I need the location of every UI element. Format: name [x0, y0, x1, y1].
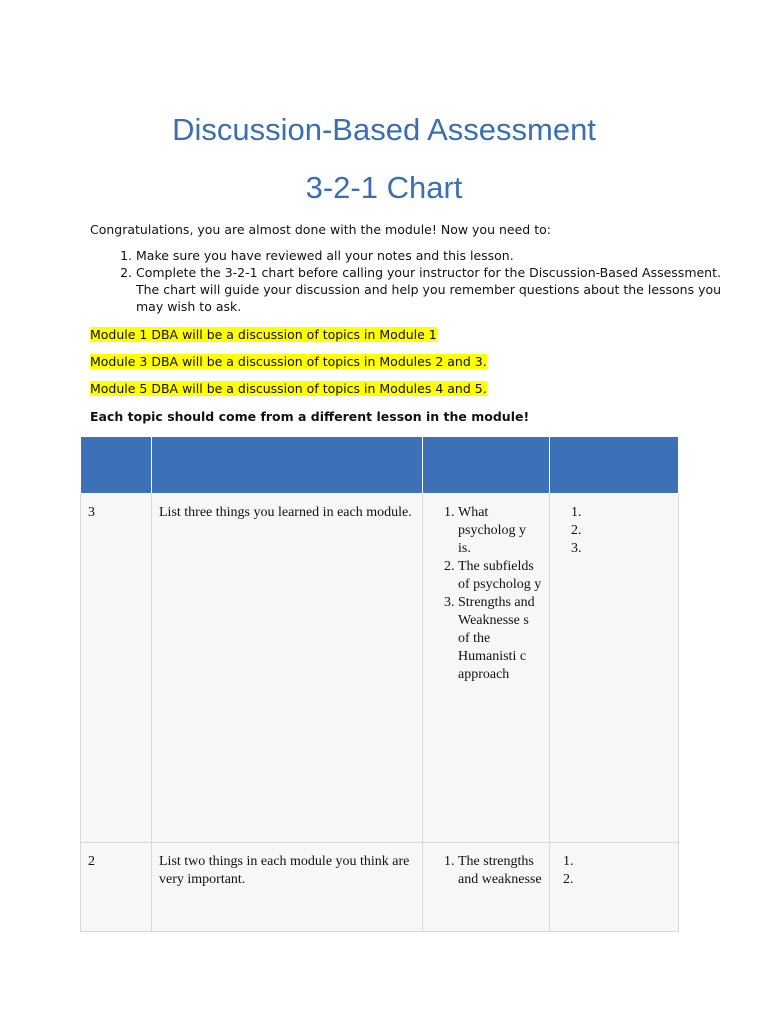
table-header-row [81, 437, 679, 494]
answer-item [585, 504, 671, 522]
answer-cell [423, 494, 550, 843]
table-row [81, 843, 679, 932]
answer-item [585, 540, 671, 558]
header-cell [152, 437, 423, 494]
row-number: 3 [81, 494, 152, 843]
answer-item [585, 522, 671, 540]
answer-item: 1. The strengths and weaknesse [458, 853, 542, 889]
intro-text: Congratulations, you are almost done with the module! Now you need to: [90, 222, 551, 237]
answer-item [577, 853, 671, 871]
document-subtitle: 3-2-1 Chart [305, 170, 463, 205]
row-prompt: List two things in each module you think are very important. [152, 843, 423, 932]
answer-item: 2. The subfields of psycholog y [458, 558, 542, 594]
step-item: 2. Complete the 3-2-1 chart before calling your instructor for the Discussion-Based Assessment. The chart will guide your discussion and help you remember questions about the lessons you may wish to ask. [136, 264, 726, 315]
table-row [81, 494, 679, 843]
answer-cell [550, 843, 679, 932]
topic-note: Each topic should come from a different lesson in the module! [90, 409, 530, 424]
header-cell [550, 437, 679, 494]
document-title: Discussion-Based Assessment [172, 112, 596, 147]
steps-list [90, 247, 726, 315]
highlight-module-1: Module 1 DBA will be a discussion of topics in Module 1 [90, 327, 437, 342]
answer-cell [550, 494, 679, 843]
row-prompt: List three things you learned in each module. [152, 494, 423, 843]
answer-item: 1. What psycholog y is. [458, 504, 542, 558]
highlight-module-3: Module 3 DBA will be a discussion of topics in Modules 2 and 3. [90, 354, 487, 369]
answer-cell [423, 843, 550, 932]
header-cell [423, 437, 550, 494]
highlight-module-5: Module 5 DBA will be a discussion of topics in Modules 4 and 5. [90, 381, 487, 396]
header-cell [81, 437, 152, 494]
step-item: 1. Make sure you have reviewed all your notes and this lesson. [136, 247, 726, 264]
row-number: 2 [81, 843, 152, 932]
answer-item: 3. Strengths and Weaknesse s of the Humanisti c approach [458, 594, 542, 684]
answer-item [577, 871, 671, 889]
chart-table [80, 436, 679, 932]
